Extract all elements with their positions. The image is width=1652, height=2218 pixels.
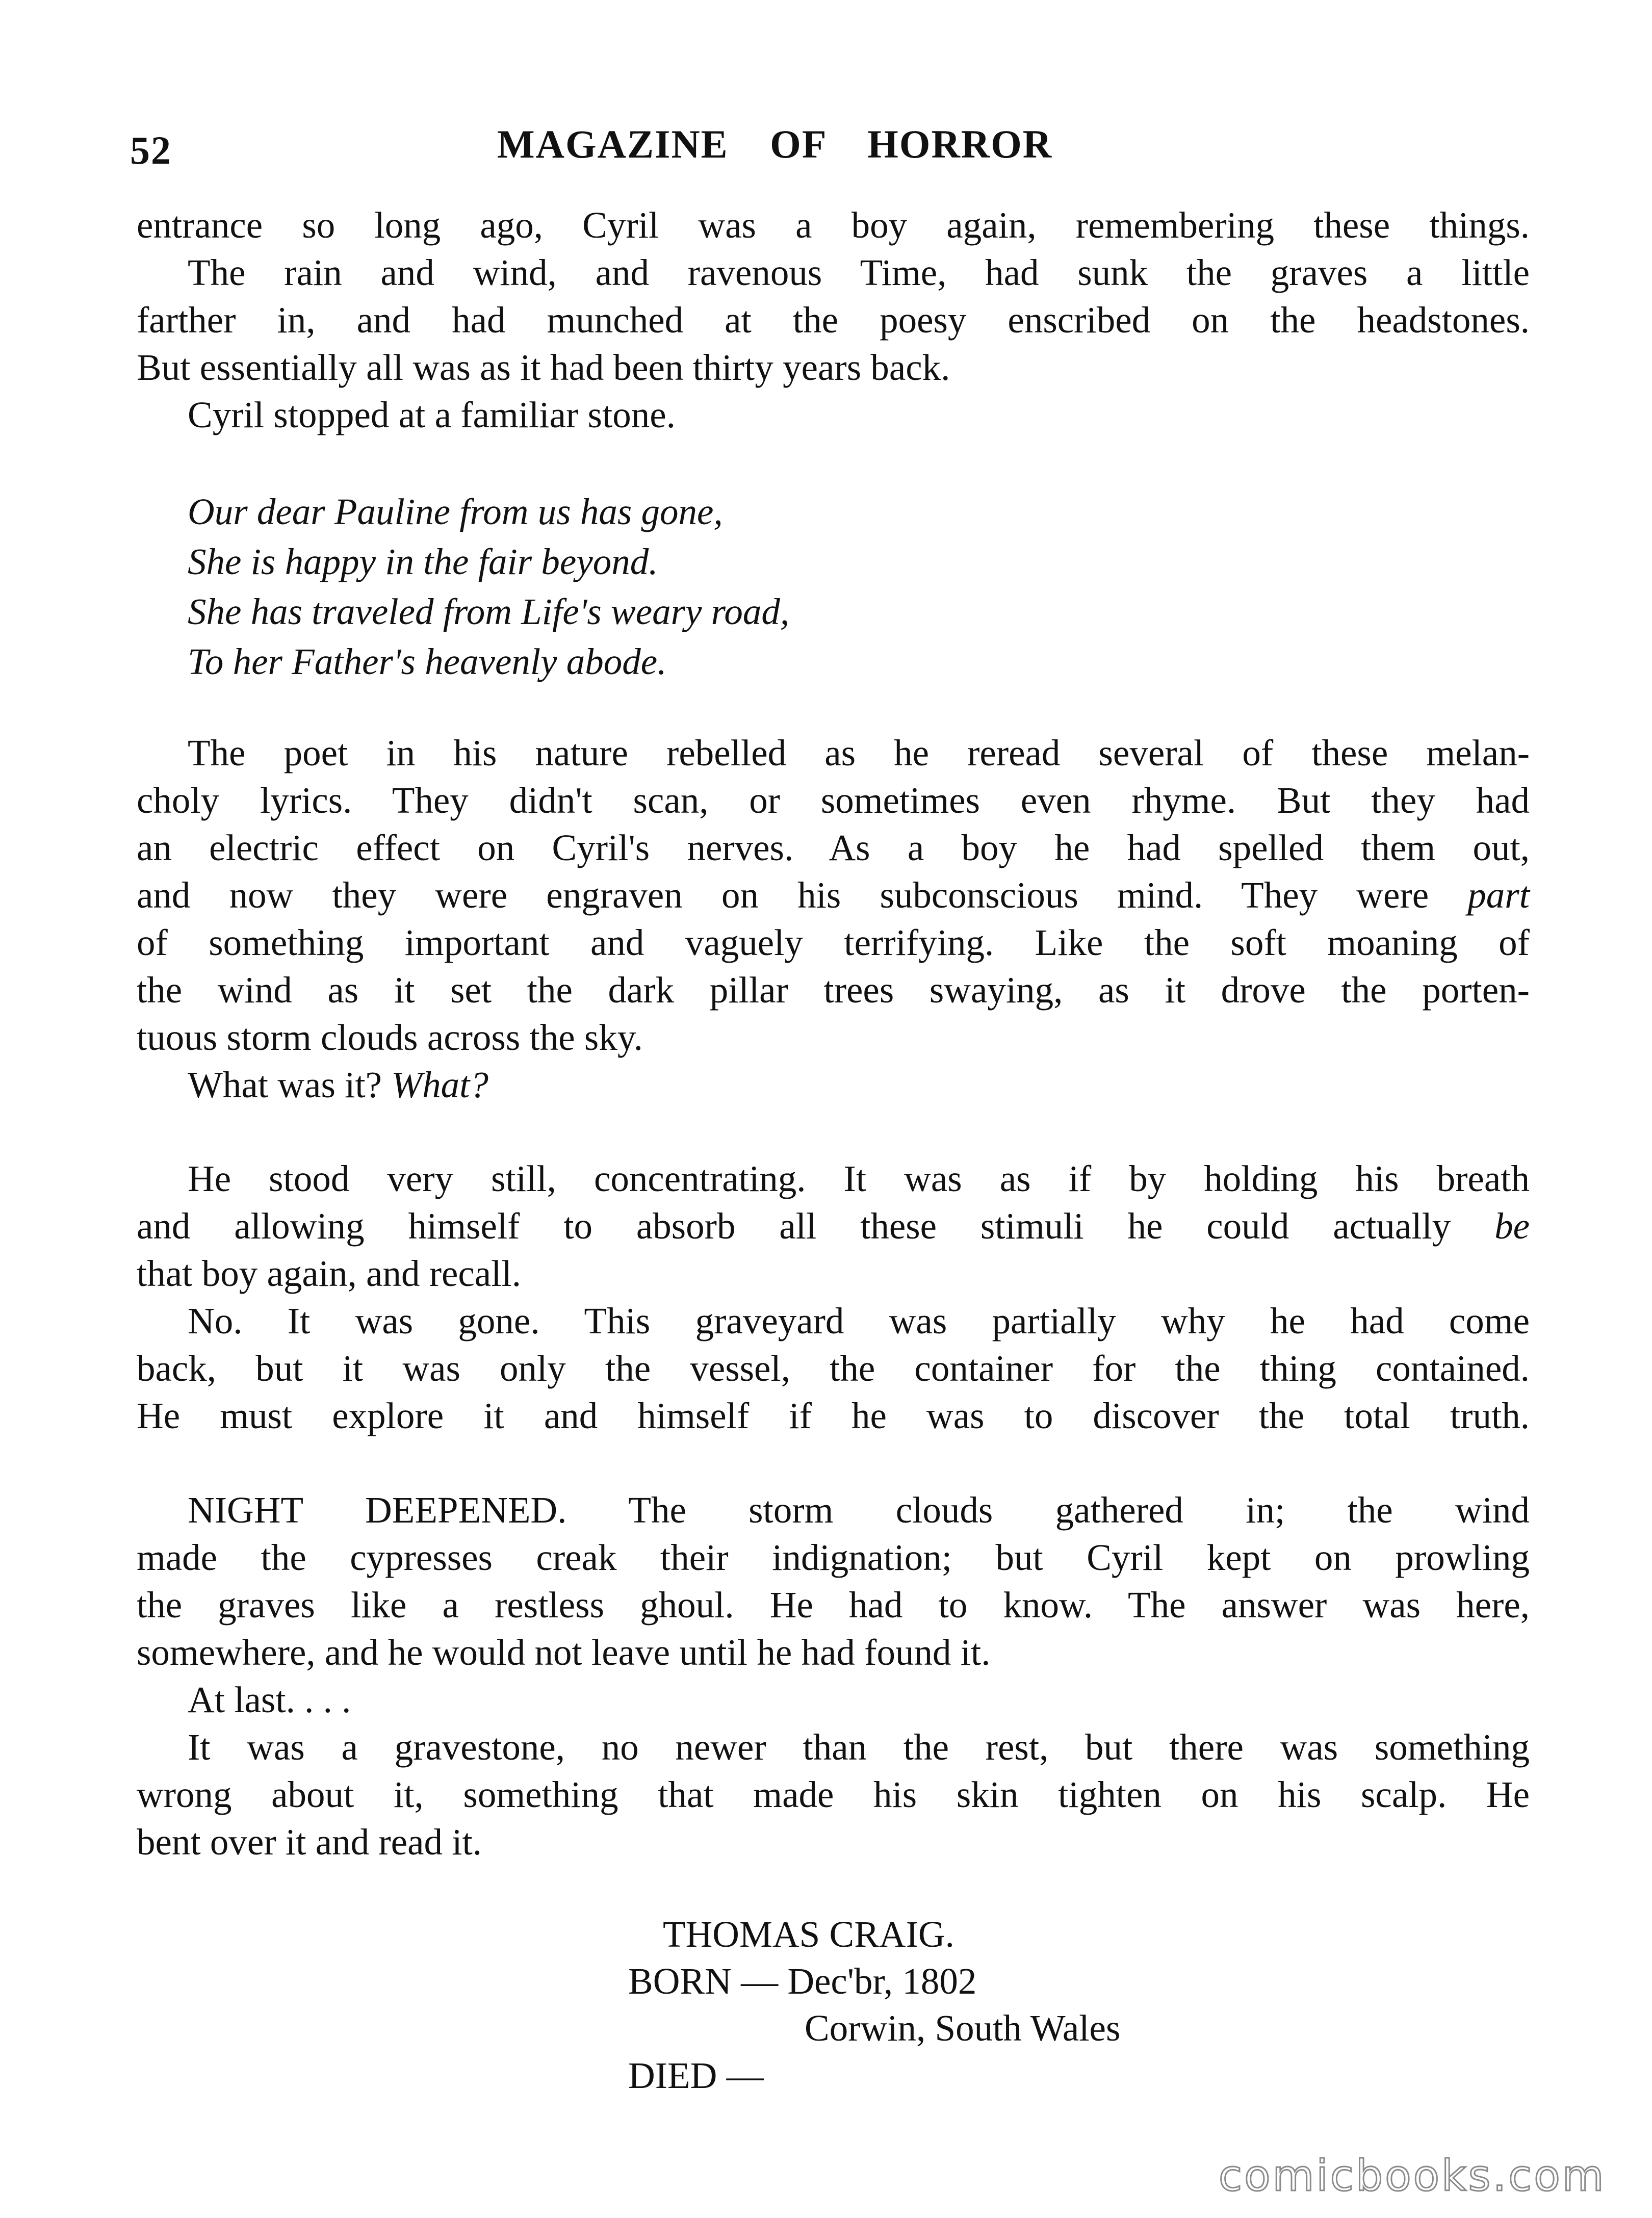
text-line: The poet in his nature rebelled as he reread several of these melan- <box>188 732 1530 773</box>
text-segment: and allowing himself to absorb all these stimuli he could actually <box>137 1205 1451 1247</box>
text-line: wrong about it, something that made his skin tighten on his scalp. He <box>137 1774 1530 1815</box>
text-line: It was a gravestone, no newer than the rest, but there was something <box>188 1726 1530 1768</box>
paragraph-opening <box>137 201 1530 439</box>
text-line: back, but it was only the vessel, the container for the thing contained. <box>137 1348 1530 1389</box>
text-line: choly lyrics. They didn't scan, or sometimes even rhyme. But they had <box>137 780 1530 821</box>
text-line: that boy again, and recall. <box>137 1253 522 1294</box>
text-line: made the cypresses creak their indignation; but Cyril kept on prowling <box>137 1537 1530 1578</box>
poem-line: To her Father's heavenly abode. <box>188 641 667 682</box>
poem-line: Our dear Pauline from us has gone, <box>188 491 723 532</box>
emphasis: part <box>1467 874 1530 916</box>
epitaph-name: THOMAS CRAIG. <box>663 1914 954 1955</box>
watermark: comicbooks.com <box>1219 2151 1606 2201</box>
poem-line: She has traveled from Life's weary road, <box>188 591 790 632</box>
text-line: NIGHT DEEPENED. The storm clouds gathered in; the wind <box>188 1489 1530 1531</box>
text-line: bent over it and read it. <box>137 1821 482 1863</box>
text-line <box>137 1061 1530 1108</box>
text-line: He must explore it and himself if he was to discover the total truth. <box>137 1395 1530 1436</box>
text-line: the wind as it set the dark pillar trees swaying, as it drove the porten- <box>137 969 1530 1011</box>
text-line <box>137 871 1530 919</box>
text-line: He stood very still, concentrating. It was as if by holding his breath <box>188 1158 1530 1199</box>
epitaph-died: DIED — <box>628 2055 764 2096</box>
page-header <box>130 121 1527 177</box>
text-line: The rain and wind, and ravenous Time, had sunk the graves a little <box>188 252 1530 293</box>
text-line: an electric effect on Cyril's nerves. As a boy he had spelled them out, <box>137 827 1530 868</box>
text-segment: What was it? <box>188 1064 382 1105</box>
running-title: MAGAZINE OF HORROR <box>497 122 1053 166</box>
text-line: But essentially all was as it had been thirty years back. <box>137 347 950 388</box>
text-line: tuous storm clouds across the sky. <box>137 1017 643 1058</box>
text-line: Cyril stopped at a familiar stone. <box>188 394 676 435</box>
emphasis: be <box>1494 1205 1530 1247</box>
text-line: somewhere, and he would not leave until he had found it. <box>137 1632 991 1673</box>
epitaph-born: BORN — Dec'br, 1802 <box>628 1961 977 2002</box>
text-line: No. It was gone. This graveyard was partially why he had come <box>188 1300 1530 1342</box>
headstone-poem <box>188 487 789 687</box>
text-line: the graves like a restless ghoul. He had to know. The answer was here, <box>137 1584 1530 1626</box>
paragraph-night <box>137 1486 1530 1866</box>
paragraph-poet <box>137 729 1530 1108</box>
poem-line: She is happy in the fair beyond. <box>188 541 658 582</box>
text-segment: and now they were engraven on his subconscious mind. They were <box>137 874 1429 916</box>
text-line: At last. . . . <box>188 1679 351 1720</box>
page-number: 52 <box>130 128 172 172</box>
text-line: entrance so long ago, Cyril was a boy again, remembering these things. <box>137 204 1530 246</box>
paragraph-concentrating <box>137 1155 1530 1439</box>
text-line: farther in, and had munched at the poesy enscribed on the headstones. <box>137 299 1530 341</box>
epitaph-place: Corwin, South Wales <box>805 2007 1121 2049</box>
text-line: of something important and vaguely terrifying. Like the soft moaning of <box>137 922 1530 963</box>
emphasis: What? <box>391 1064 488 1105</box>
text-line <box>137 1202 1530 1250</box>
